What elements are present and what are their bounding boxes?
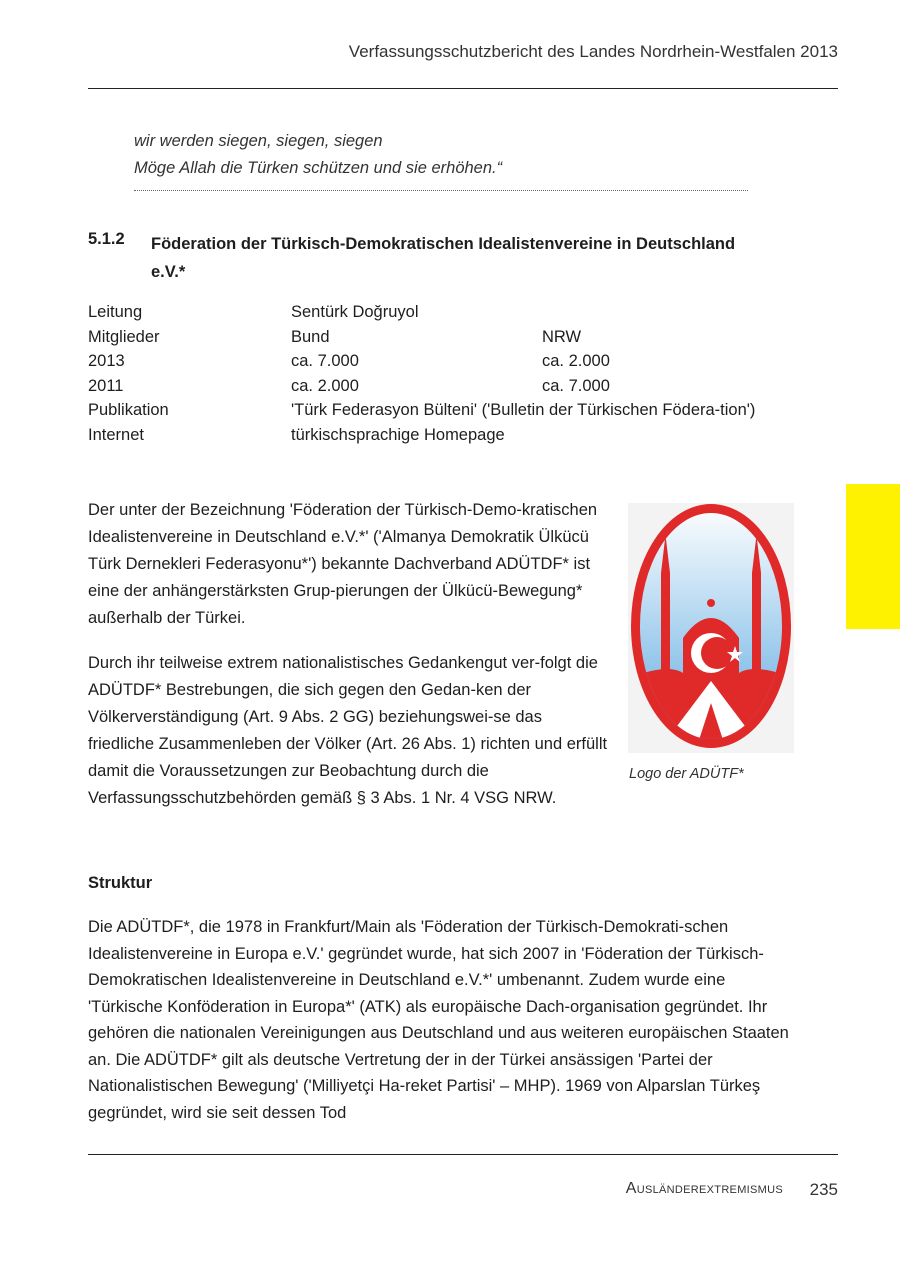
fact-row-leitung: [88, 300, 788, 325]
fact-label: Leitung: [88, 303, 143, 321]
fact-row-2013: [88, 349, 788, 374]
fact-row-mitglieder: [88, 325, 788, 350]
quote-divider: [134, 190, 748, 191]
quote-line: wir werden siegen, siegen, siegen: [134, 132, 383, 150]
crescent-mosque-logo-icon: [628, 503, 794, 753]
fact-label: Mitglieder: [88, 327, 160, 346]
body-paragraph: Die ADÜTDF*, die 1978 in Frankfurt/Main als 'Föderation der Türkisch-Demokrati-schen Idealistenvereine in Europa e.V.' gegründet wurde, hat sich 2007 in 'Föderation der Türkisch-Demokratischen Idealistenvereine in Deutschland e.V.*' umbenannt. Zudem wurde eine 'Türkische Konföderation in Europa*' (ATK) als europäische Dach-organisation gegründet. Ihr gehören die nationalen Vereinigungen aus Deutschland und aus weiteren europäischen Staaten an. Die ADÜTDF* gilt als deutsche Vertretung der in der Türkei ansässigen 'Partei der Nationalistischen Bewegung' ('Milliyetçi Ha-reket Partisi' – MHP). 1969 von Alparslan Türkeş gegründet, wird sie seit dessen Tod: [88, 918, 789, 1122]
fact-row-2011: [88, 374, 788, 399]
fact-label: Publikation: [88, 401, 169, 419]
running-header: Verfassungsschutzbericht des Landes Nordrhein-Westfalen 2013: [348, 42, 838, 61]
footer-rule: [88, 1154, 838, 1155]
body-paragraph: Der unter der Bezeichnung 'Föderation der Türkisch-Demo-kratischen Idealistenvereine in Deutschland e.V.*' ('Almanya Demokratik Ülkücü Türk Dernekleri Federasyonu*') bekannte Dachverband ADÜTDF* ist eine der anhängerstärksten Grup-pierungen der Ülkücü-Bewegung* außerhalb der Türkei.: [88, 501, 598, 627]
fact-row-publikation: [88, 398, 788, 423]
fact-label: Internet: [88, 425, 144, 444]
chapter-tab-marker: [846, 484, 900, 629]
fact-label: 2013: [88, 352, 125, 370]
quote-block: [134, 128, 502, 182]
body-paragraph: Durch ihr teilweise extrem nationalistisches Gedankengut ver-folgt die ADÜTDF* Bestrebungen, die sich gegen den Gedan-ken der Völkerverständigung (Art. 9 Abs. 2 GG) beziehungswei-se das friedliche Zusammenleben der Völker (Art. 26 Abs. 1) richten und erfüllt damit die Voraussetzungen zur Beobachtung durch die Verfassungsschutzbehörden gemäß § 3 Abs. 1 Nr. 4 VSG NRW.: [88, 654, 608, 807]
page-number: 235: [809, 1180, 838, 1199]
fact-value-nrw: ca. 2.000: [542, 352, 610, 370]
quote-line: Möge Allah die Türken schützen und sie erhöhen.“: [134, 159, 503, 177]
fact-value-nrw: ca. 7.000: [542, 376, 610, 395]
fact-value-bund: ca. 2.000: [291, 376, 359, 395]
footer-section-name: Ausländerextremismus: [625, 1180, 783, 1197]
fact-table: [88, 300, 788, 447]
fact-value-bund: ca. 7.000: [291, 352, 359, 370]
logo-caption: Logo der ADÜTF*: [629, 766, 744, 782]
fact-value: 'Türk Federasyon Bülteni' ('Bulletin der Türkischen Födera-tion'): [291, 401, 756, 419]
fact-label: 2011: [88, 376, 124, 395]
fact-row-internet: [88, 423, 788, 448]
header-rule: [88, 88, 838, 89]
fact-value: Sentürk Doğruyol: [291, 303, 419, 321]
fact-value: türkischsprachige Homepage: [291, 425, 505, 444]
subsection-heading: Struktur: [88, 874, 153, 892]
section-title: Föderation der Türkisch-Demokratischen Idealistenvereine in Deutschland e.V.*: [151, 235, 736, 281]
fact-column-bund: Bund: [291, 327, 330, 346]
fact-column-nrw: NRW: [542, 327, 582, 346]
organization-logo: [628, 503, 794, 753]
section-number: 5.1.2: [88, 230, 125, 248]
